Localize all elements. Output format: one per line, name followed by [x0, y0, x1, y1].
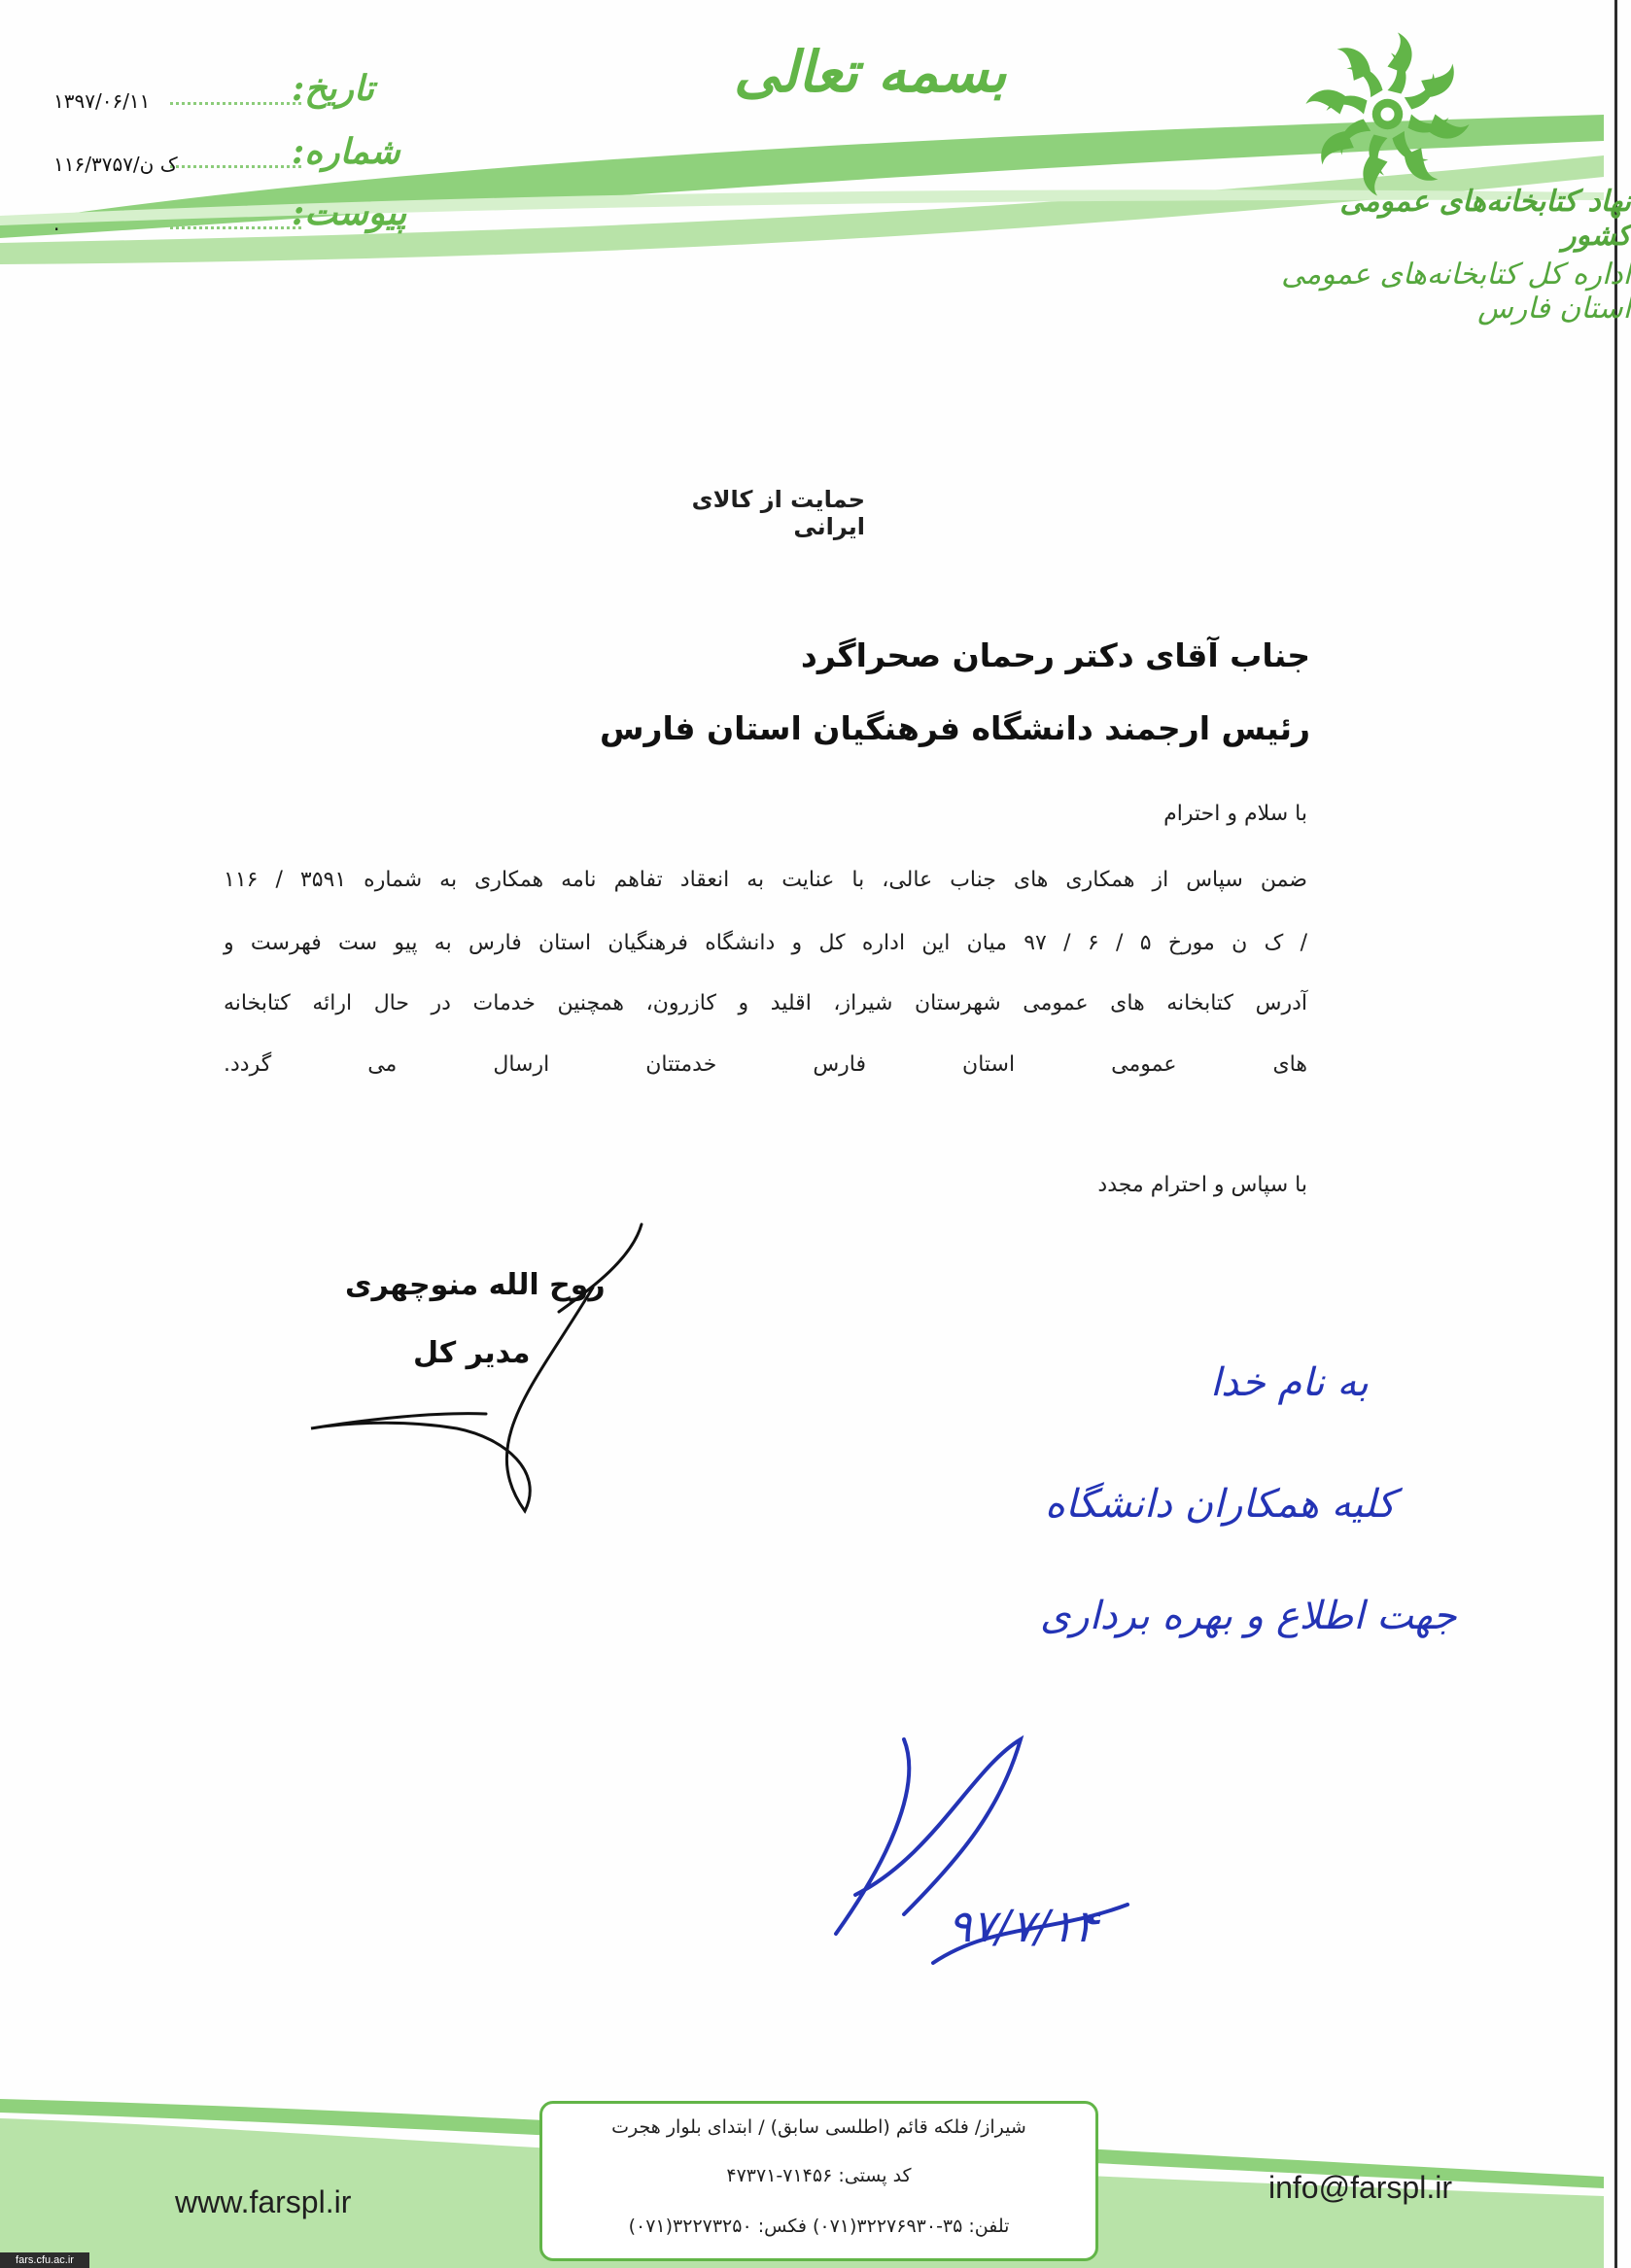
- slogan: حمایت از کالای ایرانی: [691, 486, 865, 540]
- attachment-label: پیوست:: [292, 192, 407, 233]
- library-logo-icon: [1302, 29, 1473, 199]
- footer-email-link[interactable]: info@farspl.ir: [1268, 2170, 1452, 2205]
- header-invocation: بسمه تعالی: [734, 39, 1007, 105]
- signatory-title: مدیر کل: [413, 1336, 531, 1370]
- body-line: ضمن سپاس از همکاری های جناب عالی، با عنایت به انعقاد تفاهم نامه همکاری به شماره ۳۵۹۱ / ۱۱۶: [224, 868, 1307, 892]
- greeting: با سلام و احترام: [1163, 802, 1307, 826]
- footer-phone: تلفن: ۳۵-۳۲۲۷۶۹۳۰(۰۷۱) فکس: ۳۲۲۷۳۲۵۰(۰۷۱): [628, 2216, 1010, 2237]
- logo-dept-name: اداره کل کتابخانه‌های عمومی استان فارس: [1281, 258, 1631, 326]
- logo-org-name: نهاد کتابخانه‌های عمومی کشور: [1339, 185, 1631, 253]
- handwritten-signature: [816, 1710, 1147, 2002]
- closing: با سپاس و احترام مجدد: [1097, 1173, 1307, 1197]
- number-dots: [170, 165, 301, 168]
- footer-postal: کد پستی: ۷۱۴۵۶-۴۷۳۷۱: [726, 2165, 912, 2186]
- body-line: / ک ن مورخ ۵ / ۶ / ۹۷ میان این اداره کل و دانشگاه فرهنگیان استان فارس به پیو ست فهرست و: [224, 931, 1307, 955]
- attachment-dots: [170, 226, 301, 229]
- date-dots: [170, 102, 301, 105]
- handwritten-line: جهت اطلاع و بهره برداری: [1040, 1594, 1457, 1638]
- source-tag: fars.cfu.ac.ir: [0, 2252, 89, 2268]
- handwritten-date: ۹۷/۷/۱۴: [948, 1900, 1098, 1952]
- body-line: های عمومی استان فارس خدمتتان ارسال می گردد.: [224, 1052, 1307, 1077]
- number-value: ۱۱۶/۳۷۵۷/ک ن: [53, 153, 178, 176]
- body-line: آدرس کتابخانه های عمومی شهرستان شیراز، اقلید و کازرون، همچنین خدمات در حال ارائه کتابخانه: [224, 991, 1307, 1015]
- date-value: ۱۳۹۷/۰۶/۱۱: [53, 89, 151, 113]
- recipient-title: رئیس ارجمند دانشگاه فرهنگیان استان فارس: [599, 709, 1310, 747]
- handwritten-line: کلیه همکاران دانشگاه: [1045, 1482, 1396, 1527]
- handwritten-line: به نام خدا: [1210, 1360, 1369, 1405]
- footer-website-link[interactable]: www.farspl.ir: [175, 2184, 352, 2219]
- date-label: تاریخ:: [292, 68, 374, 109]
- attachment-value: .: [53, 212, 60, 235]
- number-label: شماره:: [292, 131, 400, 172]
- recipient-name: جناب آقای دکتر رحمان صحراگرد: [800, 636, 1310, 674]
- footer-address: شیراز/ فلکه قائم (اطلسی سابق) / ابتدای بلوار هجرت: [611, 2116, 1026, 2138]
- scan-edge: [1614, 0, 1617, 2268]
- manager-signature: [301, 1220, 671, 1521]
- signatory-name: روح الله منوچهری: [345, 1268, 606, 1302]
